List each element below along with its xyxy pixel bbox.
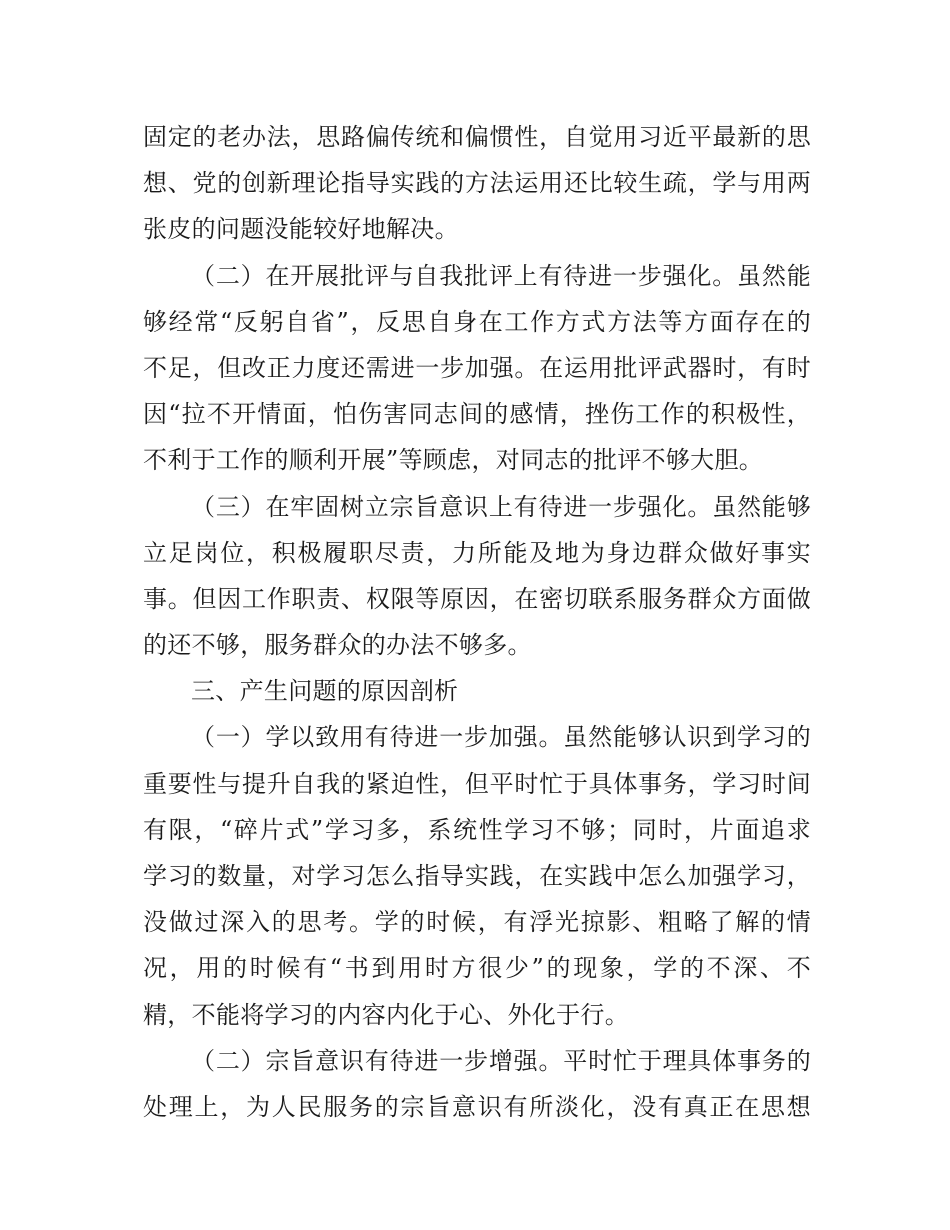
- text-line: 张皮的问题没能较好地解决。: [143, 215, 459, 244]
- text-line: （二）宗旨意识有待进一步增强。平时忙于理具体事务的: [191, 1046, 811, 1075]
- text-line: 学习的数量，对学习怎么指导实践，在实践中怎么加强学习，: [143, 862, 811, 890]
- text-line: 没做过深入的思考。学的时候，有浮光掠影、粗略了解的情: [143, 908, 811, 937]
- text-line: 不足，但改正力度还需进一步加强。在运用批评武器时，有时: [143, 353, 811, 382]
- paragraph-4: [143, 714, 811, 1037]
- text-line: 立足岗位，积极履职尽责，力所能及地为身边群众做好事实: [143, 538, 811, 567]
- text-line: 事。但因工作职责、权限等原因，在密切联系服务群众方面做: [143, 584, 811, 613]
- text-line: 的还不够，服务群众的办法不够多。: [143, 631, 532, 660]
- text-line: （一）学以致用有待进一步加强。虽然能够认识到学习的: [191, 723, 811, 752]
- text-line: 够经常“反躬自省”，反思自身在工作方式方法等方面存在的: [143, 307, 811, 336]
- document-body: [143, 114, 811, 1130]
- text-line: 况，用的时候有“书到用时方很少”的现象，学的不深、不: [143, 954, 811, 983]
- text-line: 有限，“碎片式”学习多，系统性学习不够；同时，片面追求: [143, 815, 811, 844]
- paragraph-5: [143, 1038, 811, 1130]
- text-line: 重要性与提升自我的紧迫性，但平时忙于具体事务，学习时间: [143, 769, 811, 798]
- text-line: （三）在牢固树立宗旨意识上有待进一步强化。虽然能够: [191, 492, 811, 521]
- paragraph-2: [143, 253, 811, 484]
- paragraph-3: [143, 484, 811, 669]
- section-heading-text: 三、产生问题的原因剖析: [191, 677, 459, 706]
- text-line: 固定的老办法，思路偏传统和偏惯性，自觉用习近平最新的思: [143, 123, 811, 151]
- text-line: 精，不能将学习的内容内化于心、外化于行。: [143, 1000, 629, 1029]
- text-line: 因“拉不开情面，怕伤害同志间的感情，挫伤工作的积极性，: [143, 400, 811, 429]
- section-heading: [143, 668, 811, 714]
- text-line: 不利于工作的顺利开展”等顾虑，对同志的批评不够大胆。: [143, 446, 764, 475]
- text-line: 想、党的创新理论指导实践的方法运用还比较生疏，学与用两: [143, 169, 811, 198]
- paragraph-1: [143, 114, 811, 253]
- text-line: （二）在开展批评与自我批评上有待进一步强化。虽然能: [191, 261, 811, 290]
- text-line: 处理上，为人民服务的宗旨意识有所淡化，没有真正在思想: [143, 1092, 811, 1121]
